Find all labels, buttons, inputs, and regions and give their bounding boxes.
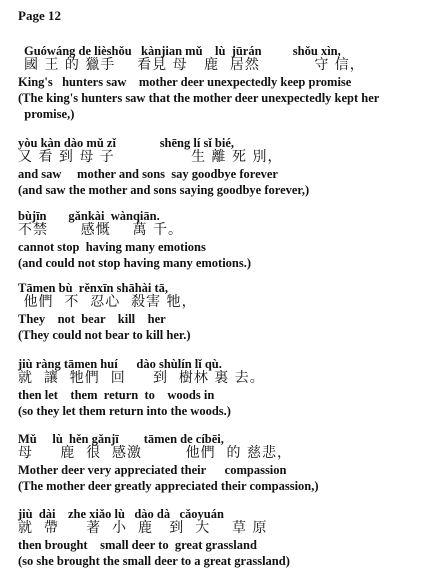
chinese-line: 就 讓 牠們 回 到 樹林 裏 去。 [18, 370, 265, 386]
english-line: They not bear kill her [18, 312, 166, 326]
chinese-line: 母 鹿 很 感激 他們 的 慈悲， [18, 445, 293, 461]
english-line: and saw mother and sons say goodbye forever [18, 167, 278, 181]
translation-line: (They could not bear to kill her.) [18, 328, 191, 342]
translation-line: (so she brought the small deer to a great grassland) [18, 554, 290, 568]
translation-line: (and saw the mother and sons saying goodbye forever,) [18, 183, 310, 197]
translation-line: promise,) [18, 107, 75, 121]
pinyin-line: bùjīn gǎnkài wànqiān. [18, 209, 160, 223]
chinese-line: 就 帶 著 小 鹿 到 大 草 原 [18, 520, 268, 536]
pinyin-line: yòu kàn dào mǔ zǐ shēng lí sǐ bié, [18, 136, 235, 150]
pinyin-line: Tāmen bù rěnxīn shāhài tā, [18, 281, 169, 295]
translation-line: (and could not stop having many emotions.) [18, 256, 252, 270]
english-line: then brought small deer to great grassland [18, 538, 257, 552]
chinese-line: 他們 不 忍心 殺害 牠， [18, 294, 197, 310]
pinyin-line: Guówáng de lièshǒu kànjian mǔ lù jūrán shǒu xìn, [24, 44, 341, 58]
chinese-line: 國 王 的 獵手 看見 母 鹿 居然 守 信， [24, 57, 365, 73]
chinese-line: 不禁 感慨 萬 千。 [18, 222, 183, 238]
pinyin-line: jiù ràng tāmen huí dào shùlín lǐ qù. [18, 357, 222, 371]
page-number: Page 12 [18, 8, 61, 23]
translation-line: (so they let them return into the woods.) [18, 404, 231, 418]
pinyin-line: jiù dài zhe xiǎo lù dào dà cǎoyuán [18, 507, 224, 521]
translation-line: (The mother deer greatly appreciated their compassion,) [18, 479, 319, 493]
pinyin-line: Mǔ lù hěn gǎnjī tāmen de cíbēi, [18, 432, 224, 446]
english-line: Mother deer very appreciated their compassion [18, 463, 287, 477]
translation-line: (The king's hunters saw that the mother deer unexpectedly kept her [18, 91, 380, 105]
chinese-line: 又 看 到 母 子 生 離 死 別， [18, 149, 283, 165]
english-line: King's hunters saw mother deer unexpectedly keep promise [18, 75, 352, 89]
english-line: cannot stop having many emotions [18, 240, 206, 254]
english-line: then let them return to woods in [18, 388, 215, 402]
